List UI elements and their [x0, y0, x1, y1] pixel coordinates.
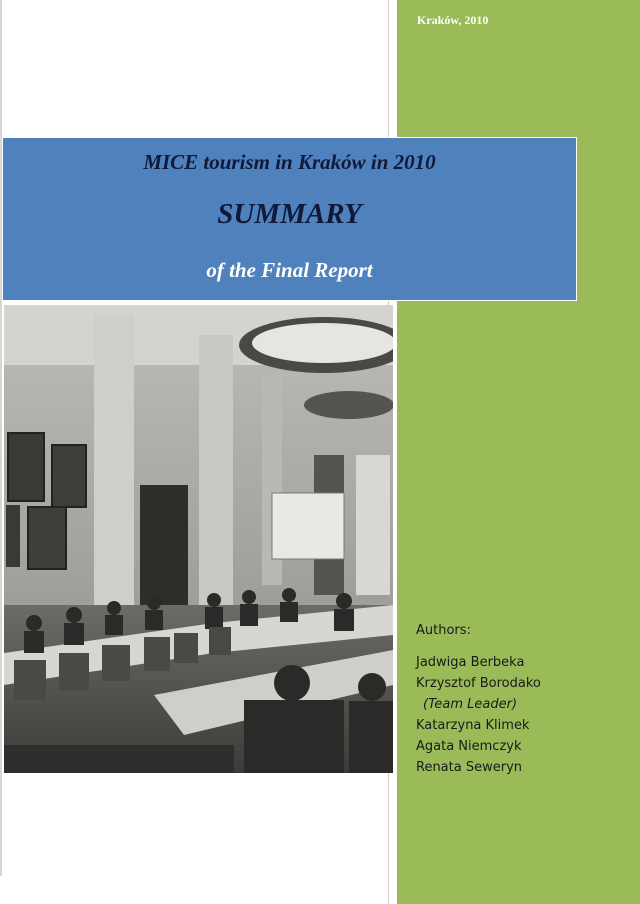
team-leader-note: (Team Leader): [423, 697, 518, 712]
author-name: Renata Seweryn: [416, 760, 523, 775]
author-name: Agata Niemczyk: [416, 739, 522, 754]
authors-heading: Authors:: [416, 623, 471, 638]
city-date: Kraków, 2010: [417, 13, 489, 27]
report-subtitle: of the Final Report: [206, 258, 373, 282]
conference-hall-photo: [4, 305, 393, 773]
report-subject: MICE tourism in Kraków in 2010: [143, 150, 436, 174]
author-name: Jadwiga Berbeka: [416, 655, 525, 670]
title-box: [2, 137, 577, 301]
author-name: Katarzyna Klimek: [416, 718, 530, 733]
report-title: SUMMARY: [217, 198, 362, 230]
page-left-border: [0, 0, 2, 876]
author-name: Krzysztof Borodako: [416, 676, 541, 691]
authors-block: [416, 623, 631, 778]
